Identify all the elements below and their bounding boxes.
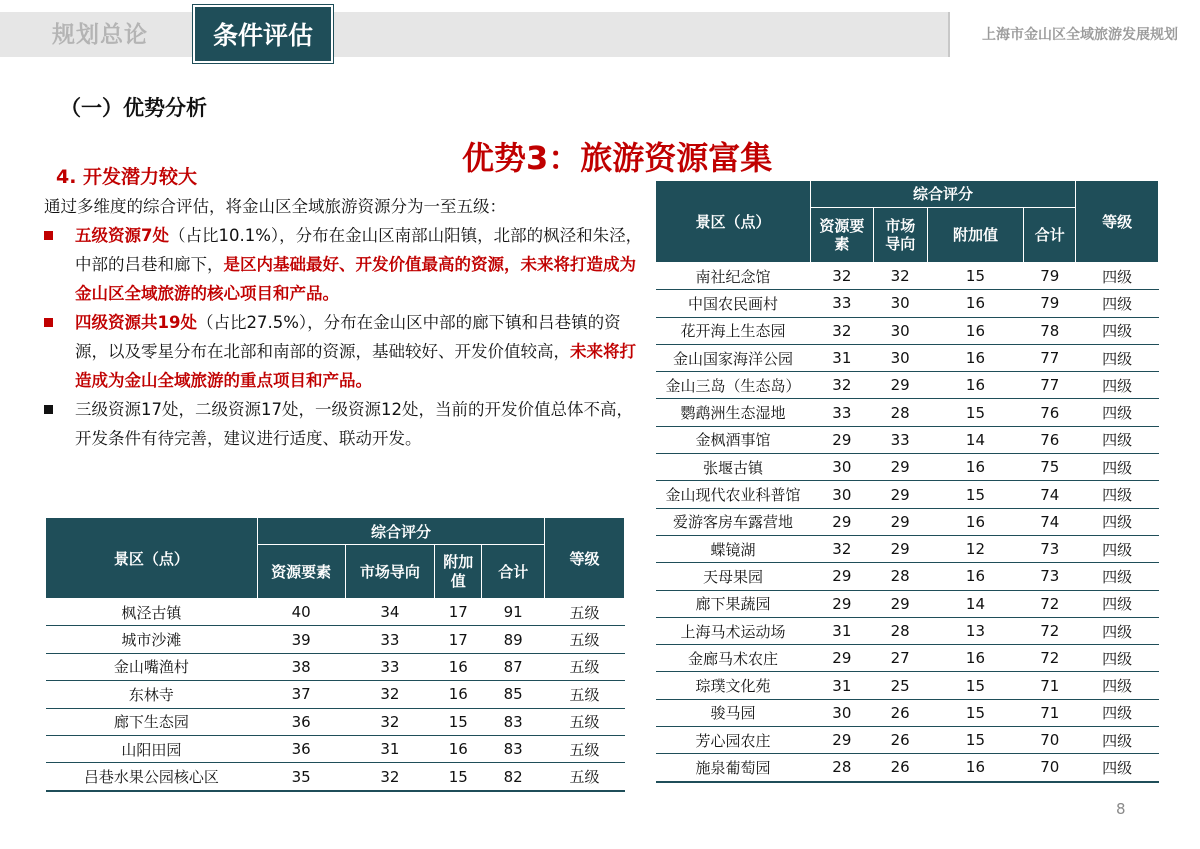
scenic-name-cell: 金枫酒事馆 [656, 426, 811, 453]
page-number: 8 [1116, 800, 1126, 818]
resource-score-cell: 29 [810, 426, 873, 453]
col-header-extra: 附加值 [435, 545, 482, 599]
col-header-extra: 附加值 [927, 208, 1024, 263]
market-score-cell: 29 [873, 535, 927, 562]
scenic-name-cell: 上海马术运动场 [656, 617, 811, 644]
extra-score-cell: 15 [435, 763, 482, 791]
total-score-cell: 83 [482, 735, 545, 762]
grade-cell: 四级 [1076, 344, 1159, 371]
grade-cell: 四级 [1076, 426, 1159, 453]
extra-score-cell: 15 [927, 399, 1024, 426]
grade-cell: 四级 [1076, 290, 1159, 317]
total-score-cell: 79 [1024, 263, 1076, 290]
col-header-scenic: 景区（点） [46, 518, 258, 599]
resource-score-cell: 38 [257, 653, 345, 680]
extra-score-cell: 17 [435, 599, 482, 626]
grade-cell: 四级 [1076, 590, 1159, 617]
table-row [656, 344, 1159, 371]
table-row [46, 653, 625, 680]
total-score-cell: 74 [1024, 508, 1076, 535]
market-score-cell: 30 [873, 344, 927, 371]
extra-score-cell: 15 [927, 481, 1024, 508]
market-score-cell: 26 [873, 699, 927, 726]
total-score-cell: 71 [1024, 672, 1076, 699]
extra-score-cell: 16 [435, 653, 482, 680]
square-bullet-icon [44, 318, 53, 327]
total-score-cell: 79 [1024, 290, 1076, 317]
scenic-name-cell: 张堰古镇 [656, 454, 811, 481]
square-bullet-icon [44, 231, 53, 240]
market-score-cell: 29 [873, 590, 927, 617]
grade-cell: 五级 [545, 599, 625, 626]
extra-score-cell: 16 [927, 754, 1024, 782]
bullet-highlight: 是区内基础最好、开发价值最高的资源，未来将打造成为金山区全域旅游的核心项目和产品。 [75, 255, 636, 303]
extra-score-cell: 16 [927, 645, 1024, 672]
market-score-cell: 25 [873, 672, 927, 699]
table-row [46, 735, 625, 762]
resource-score-cell: 32 [810, 535, 873, 562]
scenic-name-cell: 施泉葡萄园 [656, 754, 811, 782]
bullet-lead: 五级资源7处 [75, 226, 169, 245]
market-score-cell: 28 [873, 399, 927, 426]
grade-cell: 四级 [1076, 454, 1159, 481]
col-header-resource: 资源要素 [810, 208, 873, 263]
total-score-cell: 71 [1024, 699, 1076, 726]
resource-score-cell: 29 [810, 508, 873, 535]
grade-cell: 四级 [1076, 535, 1159, 562]
bullet-text: （占比27.5%），分布在金山区中部的廊下镇和吕巷镇的资源，以及零星分布在北部和南部的资源，基础较好、开发价值较高， [75, 313, 621, 361]
table-row [46, 763, 625, 791]
extra-score-cell: 15 [927, 727, 1024, 754]
market-score-cell: 29 [873, 372, 927, 399]
extra-score-cell: 16 [927, 290, 1024, 317]
table-row [656, 672, 1159, 699]
total-score-cell: 70 [1024, 727, 1076, 754]
resource-score-cell: 29 [810, 563, 873, 590]
col-header-total: 合计 [482, 545, 545, 599]
grade-cell: 四级 [1076, 645, 1159, 672]
resource-score-cell: 37 [257, 681, 345, 708]
tab-condition-assessment[interactable]: 条件评估 [193, 5, 333, 63]
market-score-cell: 30 [873, 317, 927, 344]
scenic-name-cell: 东林寺 [46, 681, 258, 708]
table-row [656, 426, 1159, 453]
market-score-cell: 28 [873, 563, 927, 590]
total-score-cell: 74 [1024, 481, 1076, 508]
table-body [46, 599, 625, 791]
bullet-lead: 四级资源共19处 [75, 313, 197, 332]
table-row [656, 645, 1159, 672]
grade4-score-table [655, 180, 1159, 783]
grade-cell: 四级 [1076, 563, 1159, 590]
scenic-name-cell: 山阳田园 [46, 735, 258, 762]
extra-score-cell: 16 [927, 563, 1024, 590]
market-score-cell: 29 [873, 454, 927, 481]
total-score-cell: 72 [1024, 645, 1076, 672]
market-score-cell: 32 [345, 708, 435, 735]
total-score-cell: 70 [1024, 754, 1076, 782]
table-row [656, 290, 1159, 317]
extra-score-cell: 16 [927, 372, 1024, 399]
grade-cell: 四级 [1076, 263, 1159, 290]
extra-score-cell: 17 [435, 626, 482, 653]
total-score-cell: 78 [1024, 317, 1076, 344]
total-score-cell: 75 [1024, 454, 1076, 481]
resource-score-cell: 32 [810, 263, 873, 290]
grade-cell: 四级 [1076, 481, 1159, 508]
scenic-name-cell: 南社纪念馆 [656, 263, 811, 290]
resource-score-cell: 28 [810, 754, 873, 782]
market-score-cell: 29 [873, 481, 927, 508]
total-score-cell: 76 [1024, 399, 1076, 426]
scenic-name-cell: 天母果园 [656, 563, 811, 590]
header-divider [948, 12, 950, 57]
extra-score-cell: 15 [927, 672, 1024, 699]
section-title: （一）优势分析 [60, 96, 207, 120]
grade-cell: 四级 [1076, 754, 1159, 782]
total-score-cell: 83 [482, 708, 545, 735]
table-row [46, 626, 625, 653]
extra-score-cell: 15 [927, 699, 1024, 726]
resource-score-cell: 30 [810, 481, 873, 508]
total-score-cell: 87 [482, 653, 545, 680]
resource-score-cell: 39 [257, 626, 345, 653]
grade-cell: 五级 [545, 681, 625, 708]
grade-cell: 五级 [545, 735, 625, 762]
scenic-name-cell: 廊下生态园 [46, 708, 258, 735]
extra-score-cell: 16 [927, 508, 1024, 535]
market-score-cell: 30 [873, 290, 927, 317]
resource-score-cell: 30 [810, 454, 873, 481]
table-row [46, 708, 625, 735]
table-body [656, 263, 1159, 782]
grade-cell: 四级 [1076, 372, 1159, 399]
grade-cell: 四级 [1076, 617, 1159, 644]
scenic-name-cell: 骏马园 [656, 699, 811, 726]
scenic-name-cell: 吕巷水果公园核心区 [46, 763, 258, 791]
total-score-cell: 73 [1024, 535, 1076, 562]
bullet-text: （占比10.1%），分布在金山区南部山阳镇，北部的枫泾和朱泾，中部的吕巷和廊下， [75, 226, 643, 274]
resource-score-cell: 29 [810, 590, 873, 617]
market-score-cell: 32 [345, 681, 435, 708]
scenic-name-cell: 廊下果蔬园 [656, 590, 811, 617]
resource-score-cell: 31 [810, 617, 873, 644]
market-score-cell: 33 [873, 426, 927, 453]
scenic-name-cell: 枫泾古镇 [46, 599, 258, 626]
scenic-name-cell: 芳心园农庄 [656, 727, 811, 754]
market-score-cell: 27 [873, 645, 927, 672]
extra-score-cell: 16 [927, 344, 1024, 371]
intro-paragraph: 通过多维度的综合评估，将金山区全域旅游资源分为一至五级： [44, 197, 506, 216]
market-score-cell: 33 [345, 626, 435, 653]
col-header-group: 综合评分 [810, 181, 1075, 208]
resource-score-cell: 33 [810, 290, 873, 317]
market-score-cell: 31 [345, 735, 435, 762]
scenic-name-cell: 琮璞文化苑 [656, 672, 811, 699]
grade-cell: 四级 [1076, 399, 1159, 426]
resource-score-cell: 31 [810, 672, 873, 699]
total-score-cell: 89 [482, 626, 545, 653]
grade-cell: 五级 [545, 653, 625, 680]
extra-score-cell: 12 [927, 535, 1024, 562]
market-score-cell: 26 [873, 727, 927, 754]
grade-cell: 四级 [1076, 672, 1159, 699]
resource-score-cell: 36 [257, 735, 345, 762]
col-header-market: 市场导向 [873, 208, 927, 263]
grade-cell: 五级 [545, 626, 625, 653]
extra-score-cell: 15 [927, 263, 1024, 290]
extra-score-cell: 16 [435, 681, 482, 708]
col-header-grade: 等级 [1076, 181, 1159, 263]
resource-score-cell: 36 [257, 708, 345, 735]
total-score-cell: 85 [482, 681, 545, 708]
table-row [46, 599, 625, 626]
scenic-name-cell: 金山嘴渔村 [46, 653, 258, 680]
resource-score-cell: 31 [810, 344, 873, 371]
col-header-scenic: 景区（点） [656, 181, 811, 263]
scenic-name-cell: 花开海上生态园 [656, 317, 811, 344]
extra-score-cell: 13 [927, 617, 1024, 644]
scenic-name-cell: 金山国家海洋公园 [656, 344, 811, 371]
table-row [656, 699, 1159, 726]
extra-score-cell: 16 [927, 317, 1024, 344]
table-row [656, 372, 1159, 399]
scenic-name-cell: 鹦鹉洲生态湿地 [656, 399, 811, 426]
total-score-cell: 73 [1024, 563, 1076, 590]
bullet-item-grade4 [44, 308, 648, 395]
scenic-name-cell: 蝶镜湖 [656, 535, 811, 562]
bullet-item-grade5 [44, 221, 648, 308]
market-score-cell: 32 [345, 763, 435, 791]
table-row [656, 754, 1159, 782]
extra-score-cell: 16 [927, 454, 1024, 481]
resource-score-cell: 30 [810, 699, 873, 726]
document-title: 上海市金山区全域旅游发展规划 [982, 27, 1178, 43]
scenic-name-cell: 城市沙滩 [46, 626, 258, 653]
market-score-cell: 29 [873, 508, 927, 535]
col-header-grade: 等级 [545, 518, 625, 599]
sub-title: 4. 开发潜力较大 [56, 166, 198, 188]
table-row [656, 263, 1159, 290]
table-row [656, 617, 1159, 644]
body-text [44, 192, 648, 453]
table-row [656, 563, 1159, 590]
resource-score-cell: 35 [257, 763, 345, 791]
table-row [46, 681, 625, 708]
scenic-name-cell: 金山三岛（生态岛） [656, 372, 811, 399]
grade5-score-table [45, 517, 625, 792]
extra-score-cell: 14 [927, 426, 1024, 453]
headline: 优势3：旅游资源富集 [462, 139, 773, 177]
col-header-group: 综合评分 [257, 518, 544, 545]
total-score-cell: 76 [1024, 426, 1076, 453]
table-row [656, 727, 1159, 754]
market-score-cell: 26 [873, 754, 927, 782]
bullet-text: 三级资源17处，二级资源17处，一级资源12处，当前的开发价值总体不高，开发条件有待完善，建议进行适度、联动开发。 [75, 400, 633, 448]
bullet-item-other-grades [44, 395, 648, 453]
grade-cell: 四级 [1076, 699, 1159, 726]
bullet-highlight: 未来将打造成为金山全域旅游的重点项目和产品。 [75, 342, 636, 390]
total-score-cell: 77 [1024, 344, 1076, 371]
scenic-name-cell: 金山现代农业科普馆 [656, 481, 811, 508]
extra-score-cell: 14 [927, 590, 1024, 617]
table-row [656, 481, 1159, 508]
grade-cell: 四级 [1076, 508, 1159, 535]
market-score-cell: 34 [345, 599, 435, 626]
total-score-cell: 72 [1024, 590, 1076, 617]
extra-score-cell: 15 [435, 708, 482, 735]
tab-planning-overview[interactable]: 规划总论 [52, 22, 148, 48]
resource-score-cell: 32 [810, 372, 873, 399]
scenic-name-cell: 中国农民画村 [656, 290, 811, 317]
grade-cell: 四级 [1076, 317, 1159, 344]
market-score-cell: 33 [345, 653, 435, 680]
table-row [656, 317, 1159, 344]
resource-score-cell: 32 [810, 317, 873, 344]
table-row [656, 508, 1159, 535]
col-header-total: 合计 [1024, 208, 1076, 263]
market-score-cell: 32 [873, 263, 927, 290]
resource-score-cell: 29 [810, 727, 873, 754]
total-score-cell: 72 [1024, 617, 1076, 644]
col-header-market: 市场导向 [345, 545, 435, 599]
table-row [656, 454, 1159, 481]
scenic-name-cell: 爱游客房车露营地 [656, 508, 811, 535]
col-header-resource: 资源要素 [257, 545, 345, 599]
resource-score-cell: 40 [257, 599, 345, 626]
grade-cell: 五级 [545, 763, 625, 791]
total-score-cell: 91 [482, 599, 545, 626]
grade-cell: 五级 [545, 708, 625, 735]
extra-score-cell: 16 [435, 735, 482, 762]
total-score-cell: 82 [482, 763, 545, 791]
market-score-cell: 28 [873, 617, 927, 644]
table-row [656, 399, 1159, 426]
total-score-cell: 77 [1024, 372, 1076, 399]
scenic-name-cell: 金廊马术农庄 [656, 645, 811, 672]
square-bullet-icon [44, 405, 53, 414]
resource-score-cell: 33 [810, 399, 873, 426]
table-row [656, 535, 1159, 562]
grade-cell: 四级 [1076, 727, 1159, 754]
table-row [656, 590, 1159, 617]
resource-score-cell: 29 [810, 645, 873, 672]
